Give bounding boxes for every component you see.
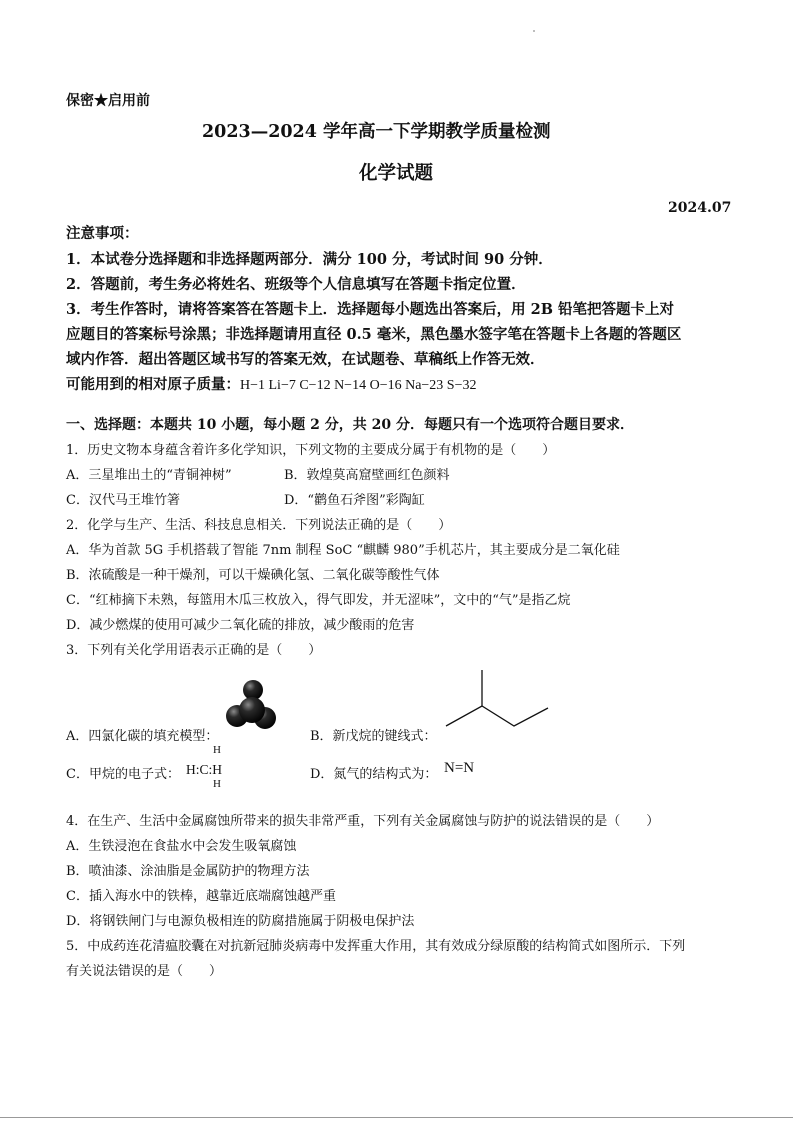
section-heading: 一、选择题：本题共 10 小题，每小题 2 分，共 20 分．每题只有一个选项符合题目要求． — [66, 417, 634, 433]
question-2-option-b: B．浓硫酸是一种干燥剂，可以干燥碘化氢、二氧化碳等酸性气体 — [66, 568, 440, 583]
question-4-option-d: D．将钢铁闸门与电源负极相连的防腐措施属于阴极电保护法 — [66, 914, 415, 929]
atomic-mass-values: H−1 Li−7 C−12 N−14 O−16 Na−23 S−32 — [240, 378, 477, 393]
methane-top-h: H — [213, 744, 221, 756]
note-item: 应题目的答案标号涂黑；非选择题请用直径 0.5 毫米，黑色墨水签字笔在答题卡上各题的答题区 — [66, 326, 682, 343]
question-1-option-a: A．三星堆出土的“青铜神树” — [66, 468, 232, 483]
notes-heading: 注意事项： — [66, 225, 139, 242]
page-bottom-edge — [0, 1117, 793, 1118]
question-2-option-c: C．“红柿摘下未熟，每篮用木瓜三枚放入，得气即发，并无涩味”，文中的“气”是指乙烷 — [66, 593, 571, 608]
question-1-option-b: B．敦煌莫高窟壁画红色颜料 — [284, 468, 450, 483]
page-title: 2023—2024 学年高一下学期教学质量检测 — [202, 122, 551, 142]
atomic-mass-label: 可能用到的相对原子质量： — [66, 376, 240, 393]
question-5-stem-continued: 有关说法错误的是（ ） — [66, 964, 223, 979]
question-3-option-d: D．氮气的结构式为： — [310, 767, 438, 782]
note-item: 1．本试卷分选择题和非选择题两部分．满分 100 分，考试时间 90 分钟． — [66, 251, 553, 268]
ccl4-space-filling-model — [222, 678, 284, 732]
scan-dot — [533, 30, 535, 32]
methane-electron-formula: H:C:H — [186, 762, 223, 777]
question-1-option-c: C．汉代马王堆竹箸 — [66, 493, 180, 508]
methane-bottom-h: H — [213, 778, 221, 790]
question-4-option-c: C．插入海水中的铁棒，越靠近底端腐蚀越严重 — [66, 889, 336, 904]
note-item: 域内作答．超出答题区域书写的答案无效，在试题卷、草稿纸上作答无效． — [66, 351, 545, 368]
note-item: 2．答题前，考生务必将姓名、班级等个人信息填写在答题卡指定位置． — [66, 276, 526, 293]
confidential-label: 保密★启用前 — [66, 93, 150, 109]
question-3-option-a: A．四氯化碳的填充模型： — [66, 729, 219, 744]
question-4-option-a: A．生铁浸泡在食盐水中会发生吸氧腐蚀 — [66, 839, 297, 854]
page-subtitle: 化学试题 — [359, 163, 434, 184]
question-3-option-c: C．甲烷的电子式： — [66, 767, 180, 782]
question-2-option-d: D．减少燃煤的使用可减少二氧化硫的排放，减少酸雨的危害 — [66, 618, 415, 633]
exam-date: 2024.07 — [668, 200, 732, 216]
question-5-stem: 5．中成药连花清瘟胶囊在对抗新冠肺炎病毒中发挥重大作用，其有效成分绿原酸的结构简式如图所示．下列 — [66, 939, 686, 954]
question-4-stem: 4．在生产、生活中金属腐蚀所带来的损失非常严重，下列有关金属腐蚀与防护的说法错误的是（ ） — [66, 814, 660, 829]
nitrogen-structural-formula: N=N — [444, 760, 475, 776]
question-4-option-b: B．喷油漆、涂油脂是金属防护的物理方法 — [66, 864, 310, 879]
note-item: 3．考生作答时，请将答案答在答题卡上．选择题每小题选出答案后，用 2B 铅笔把答题卡上对 — [66, 301, 675, 318]
question-3-stem: 3．下列有关化学用语表示正确的是（ ） — [66, 643, 322, 658]
question-1-stem: 1．历史文物本身蕴含着许多化学知识，下列文物的主要成分属于有机物的是（ ） — [66, 443, 556, 458]
question-3-option-b: B．新戊烷的键线式： — [310, 729, 437, 744]
question-1-option-d: D．“鹳鱼石斧图”彩陶缸 — [284, 493, 425, 508]
atomic-mass-line — [66, 373, 477, 394]
question-2-stem: 2．化学与生产、生活、科技息息相关．下列说法正确的是（ ） — [66, 518, 452, 533]
question-2-option-a: A．华为首款 5G 手机搭载了智能 7nm 制程 SoC “麒麟 980”手机芯片，其主要成分是二氧化硅 — [66, 543, 620, 558]
neopentane-skeletal-formula — [444, 668, 552, 730]
